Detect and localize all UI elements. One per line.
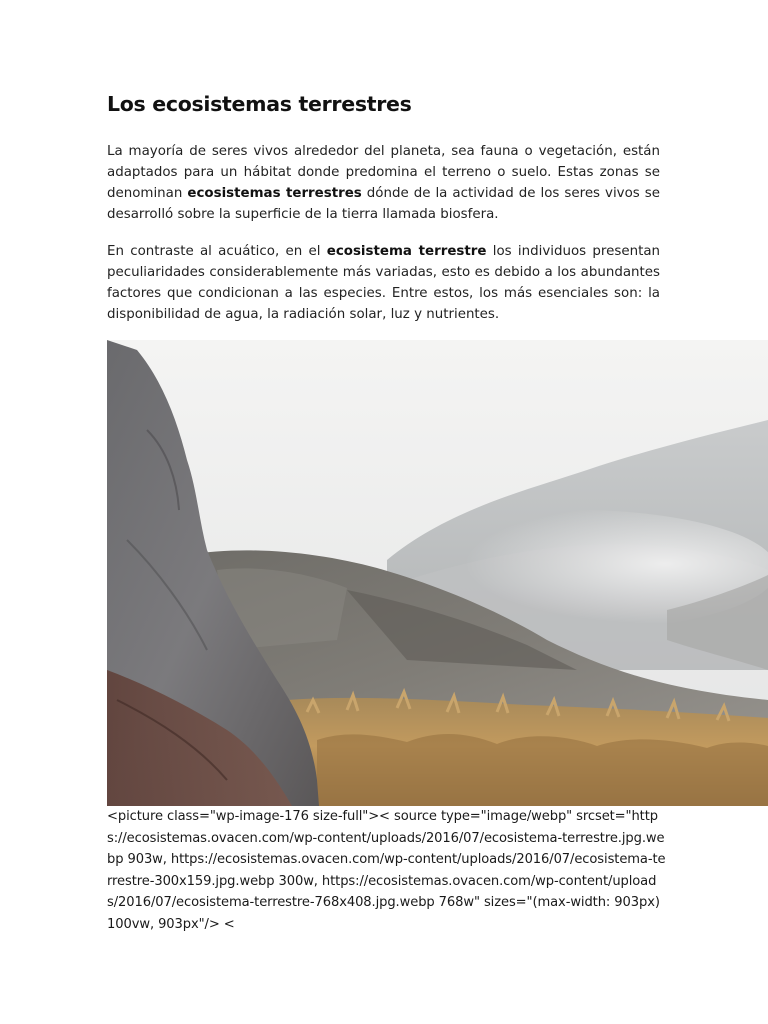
intro-text-start: La mayoría de seres vivos alrededor del planeta, sea fauna o vegetación, están adaptados para un hábitat donde predomina el terreno o suelo. Estas zonas se denominan — [107, 144, 660, 201]
contrast-text-end: los individuos presentan peculiaridades considerablemente más variadas, esto es debido a los abundantes factores que condicionan a las especies. Entre estos, los más esenciales son: la disponibilidad de agua, la radiación solar, luz y nutrientes. — [107, 244, 661, 322]
mountain-landscape-photo — [107, 340, 768, 806]
intro-paragraph — [107, 141, 660, 225]
contrast-bold-term: ecosistema terrestre — [326, 244, 487, 259]
html-code-snippet: <picture class="wp-image-176 size-full">< source type="image/webp" srcset="https://ecosistemas.ovacen.com/wp-content/uploads/2016/07/ecosistema-terrestre.jpg.webp 903w, https://ecosistemas.ovacen.com/wp-content/uploads/2016/07/ecosistema-terrestre-300x159.jpg.webp 300w, https://ecosistemas.ovacen.com/wp-content/uploads/2016/07/ecosistema-terrestre-768x408.jpg.webp 768w" sizes="(max-width: 903px) 100vw, 903px"/> < — [107, 809, 666, 932]
intro-bold-term: ecosistemas terrestres — [187, 186, 362, 201]
contrast-paragraph — [107, 241, 660, 325]
intro-text-end: dónde de la actividad de los seres vivos se desarrolló sobre la superficie de la tierra llamada biosfera. — [107, 186, 660, 222]
contrast-text-start: En contraste al acuático, en el — [107, 244, 327, 259]
page-title: Los ecosistemas terrestres — [107, 92, 412, 116]
